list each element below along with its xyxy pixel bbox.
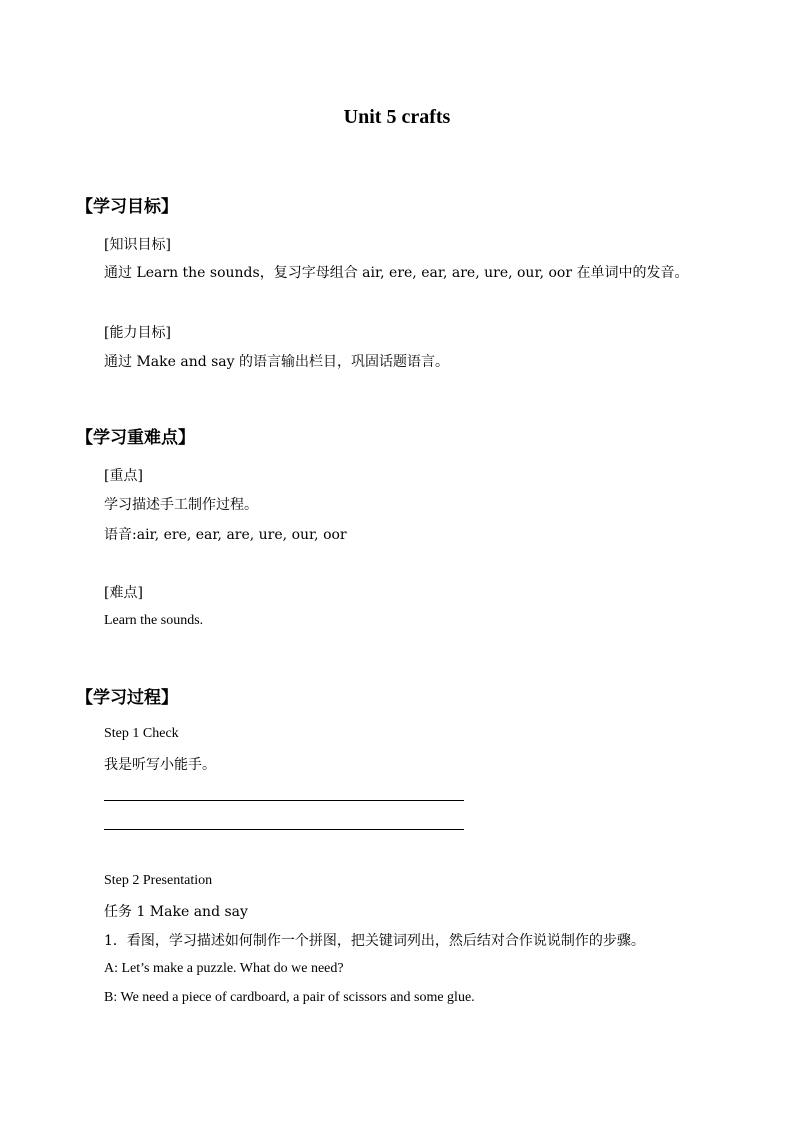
- page-title: Unit 5 crafts: [343, 106, 451, 128]
- section-heading-objectives: 【学习目标】: [76, 197, 178, 217]
- task1-instruction: 1．看图，学习描述如何制作一个拼图，把关键词列出，然后结对合作说说制作的步骤。: [104, 933, 645, 949]
- answer-blank-line[interactable]: [104, 800, 464, 801]
- dialog-line-a: A: Let’s make a puzzle. What do we need?: [104, 961, 344, 976]
- answer-blank-line[interactable]: [104, 829, 464, 830]
- ability-objective-text: 通过 Make and say 的语言输出栏目，巩固话题语言。: [104, 354, 450, 370]
- section-heading-key-points: 【学习重难点】: [76, 428, 195, 448]
- task1-label: 任务 1 Make and say: [104, 904, 248, 920]
- difficult-point-label: [难点]: [104, 585, 143, 601]
- key-point-text: 学习描述手工制作过程。: [104, 497, 258, 513]
- step2-label: Step 2 Presentation: [104, 873, 213, 888]
- step1-text: 我是听写小能手。: [104, 757, 216, 773]
- difficult-point-text: Learn the sounds.: [104, 613, 204, 628]
- key-point-phonics: 语音:air, ere, ear, are, ure, our, oor: [104, 527, 347, 543]
- ability-objective-label: [能力目标]: [104, 325, 171, 341]
- knowledge-objective-text: 通过 Learn the sounds，复习字母组合 air, ere, ear, are, ure, our, oor 在单词中的发音。: [104, 265, 689, 281]
- step1-label: Step 1 Check: [104, 726, 179, 741]
- knowledge-objective-label: [知识目标]: [104, 237, 171, 253]
- dialog-line-b: B: We need a piece of cardboard, a pair of scissors and some glue.: [104, 990, 475, 1005]
- section-heading-process: 【学习过程】: [76, 688, 178, 708]
- key-point-label: [重点]: [104, 468, 143, 484]
